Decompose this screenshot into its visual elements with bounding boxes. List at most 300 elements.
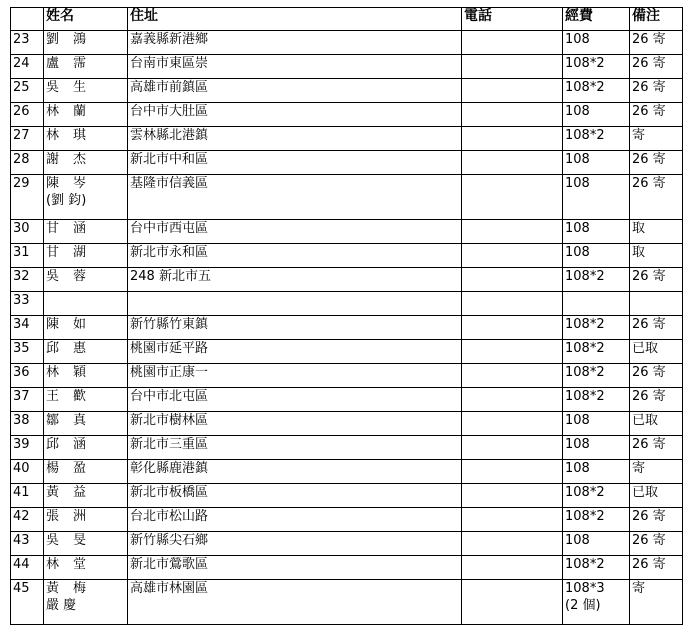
- name-cell: [44, 580, 128, 625]
- name-cell: [44, 79, 128, 103]
- name-cell: [44, 268, 128, 292]
- note-value: 取: [632, 245, 646, 260]
- note-cell: [630, 151, 683, 175]
- header-address: 住址: [128, 8, 462, 31]
- fee-value: 108: [565, 437, 590, 452]
- row-index: 39: [13, 437, 30, 452]
- address-cell: [128, 268, 462, 292]
- address-text: 新北市中和區: [130, 152, 209, 167]
- address-cell: [128, 79, 462, 103]
- name-last: 堂: [73, 557, 87, 572]
- note-cell: [630, 175, 683, 220]
- name-first: 吳: [46, 533, 60, 548]
- address-text: 新北市樹林區: [130, 413, 209, 428]
- note-cell: [630, 412, 683, 436]
- table-row: [11, 103, 683, 127]
- fee-value: 108*2: [565, 80, 605, 95]
- name-cell: [44, 151, 128, 175]
- name-first: 甘: [46, 221, 60, 236]
- name-cell: [44, 31, 128, 55]
- row-index-cell: [11, 127, 44, 151]
- header-phone: 電話: [462, 8, 563, 31]
- address-text: 彰化縣鹿港鎮: [130, 461, 209, 476]
- name-last: 霈: [73, 56, 87, 71]
- phone-cell: [462, 151, 563, 175]
- address-cell: [128, 220, 462, 244]
- note-value: 26 寄: [632, 389, 666, 404]
- fee-value: 108*2: [565, 56, 605, 71]
- name-last: 洲: [73, 509, 87, 524]
- row-index-cell: [11, 55, 44, 79]
- fee-value: 108*3: [565, 581, 605, 596]
- address-cell: [128, 556, 462, 580]
- phone-cell: [462, 340, 563, 364]
- fee-value: 108: [565, 221, 590, 236]
- row-index-cell: [11, 103, 44, 127]
- name-first: 鄒: [46, 413, 60, 428]
- table-row: [11, 220, 683, 244]
- table-row: [11, 292, 683, 316]
- name-last: 如: [73, 317, 87, 332]
- address-cell: [128, 292, 462, 316]
- address-text: 台北市松山路: [130, 509, 209, 524]
- address-cell: [128, 175, 462, 220]
- table-row: [11, 412, 683, 436]
- phone-cell: [462, 460, 563, 484]
- fee-cell: [563, 292, 630, 316]
- name-last: 旻: [73, 533, 87, 548]
- name-last: 蘭: [73, 104, 87, 119]
- phone-cell: [462, 412, 563, 436]
- address-cell: [128, 151, 462, 175]
- name-last: 琪: [73, 128, 87, 143]
- row-index: 24: [13, 56, 30, 71]
- address-text: 248 新北市五: [130, 269, 211, 284]
- name-cell: [44, 244, 128, 268]
- fee-cell: [563, 55, 630, 79]
- name-first: 甘: [46, 245, 60, 260]
- row-index-cell: [11, 175, 44, 220]
- name-last: 盈: [73, 461, 87, 476]
- name-first: 盧: [46, 56, 60, 71]
- row-index-cell: [11, 151, 44, 175]
- row-index-cell: [11, 556, 44, 580]
- row-index-cell: [11, 412, 44, 436]
- fee-cell: [563, 436, 630, 460]
- fee-value: 108*2: [565, 128, 605, 143]
- name-first: 陳: [46, 317, 60, 332]
- table-row: [11, 580, 683, 625]
- name-first: 劉: [46, 32, 60, 47]
- fee-cell: [563, 79, 630, 103]
- name-cell: [44, 127, 128, 151]
- name-first: 吳: [46, 269, 60, 284]
- address-cell: [128, 340, 462, 364]
- fee-cell: [563, 340, 630, 364]
- fee-cell: [563, 127, 630, 151]
- row-index-cell: [11, 316, 44, 340]
- phone-cell: [462, 484, 563, 508]
- row-index-cell: [11, 436, 44, 460]
- note-value: 26 寄: [632, 104, 666, 119]
- name-first: 林: [46, 104, 60, 119]
- fee-cell: [563, 364, 630, 388]
- phone-cell: [462, 532, 563, 556]
- name-cell: [44, 316, 128, 340]
- note-cell: [630, 268, 683, 292]
- fee-value: 108*2: [565, 557, 605, 572]
- name-cell: [44, 220, 128, 244]
- address-text: 台中市大肚區: [130, 104, 209, 119]
- phone-cell: [462, 103, 563, 127]
- note-cell: [630, 316, 683, 340]
- note-value: 26 寄: [632, 80, 666, 95]
- fee-value: 108*2: [565, 317, 605, 332]
- fee-value: 108: [565, 152, 590, 167]
- note-value: 26 寄: [632, 509, 666, 524]
- address-text: 新竹縣竹東鎮: [130, 317, 209, 332]
- note-cell: [630, 55, 683, 79]
- name-last: 涵: [73, 221, 87, 236]
- table-row: [11, 244, 683, 268]
- name-cell: [44, 436, 128, 460]
- row-index: 40: [13, 461, 30, 476]
- table-body: [11, 31, 683, 625]
- phone-cell: [462, 31, 563, 55]
- name-cell: [44, 103, 128, 127]
- address-cell: [128, 127, 462, 151]
- note-value: 取: [632, 221, 646, 236]
- phone-cell: [462, 556, 563, 580]
- note-value: 26 寄: [632, 176, 666, 191]
- phone-cell: [462, 292, 563, 316]
- name-cell: [44, 508, 128, 532]
- note-cell: [630, 103, 683, 127]
- name-last: 杰: [73, 152, 87, 167]
- name-cell: [44, 532, 128, 556]
- fee-cell: [563, 244, 630, 268]
- row-index: 29: [13, 176, 30, 191]
- row-index-cell: [11, 292, 44, 316]
- table-row: [11, 556, 683, 580]
- table-row: [11, 55, 683, 79]
- note-cell: [630, 79, 683, 103]
- fee-cell: [563, 484, 630, 508]
- name-last: 鴻: [73, 32, 87, 47]
- table-row: [11, 127, 683, 151]
- fee-cell: [563, 580, 630, 625]
- row-index: 23: [13, 32, 30, 47]
- fee-cell: [563, 460, 630, 484]
- row-index-cell: [11, 244, 44, 268]
- note-cell: [630, 508, 683, 532]
- name-last: 梅: [73, 581, 87, 596]
- row-index: 25: [13, 80, 30, 95]
- note-value: 26 寄: [632, 557, 666, 572]
- name-last: 歡: [73, 389, 87, 404]
- fee-value: 108: [565, 176, 590, 191]
- table-row: [11, 484, 683, 508]
- name-first: 黃: [46, 485, 60, 500]
- note-cell: [630, 127, 683, 151]
- row-index: 41: [13, 485, 30, 500]
- address-text: 高雄市前鎮區: [130, 80, 209, 95]
- name-last: 岑: [73, 176, 87, 191]
- table-row: [11, 316, 683, 340]
- fee-cell: [563, 220, 630, 244]
- address-cell: [128, 388, 462, 412]
- name-cell: [44, 175, 128, 220]
- address-cell: [128, 532, 462, 556]
- note-value: 已取: [632, 485, 659, 500]
- fee-cell: [563, 175, 630, 220]
- address-cell: [128, 316, 462, 340]
- row-index: 26: [13, 104, 30, 119]
- name-first: 楊: [46, 461, 60, 476]
- header-fee: 經費: [563, 8, 630, 31]
- table-row: [11, 508, 683, 532]
- fee-value: 108: [565, 461, 590, 476]
- name-first: 邱: [46, 437, 60, 452]
- address-text: 新北市永和區: [130, 245, 209, 260]
- note-cell: [630, 556, 683, 580]
- name-cell: [44, 292, 128, 316]
- row-index-cell: [11, 532, 44, 556]
- address-cell: [128, 31, 462, 55]
- note-cell: [630, 340, 683, 364]
- note-value: 已取: [632, 413, 659, 428]
- table-row: [11, 532, 683, 556]
- table-row: [11, 436, 683, 460]
- note-value: 26 寄: [632, 152, 666, 167]
- row-index: 37: [13, 389, 30, 404]
- name-first: 陳: [46, 176, 60, 191]
- row-index: 43: [13, 533, 30, 548]
- row-index-cell: [11, 484, 44, 508]
- address-text: 新北市三重區: [130, 437, 209, 452]
- name-last: 蓉: [73, 269, 87, 284]
- fee-value: 108: [565, 245, 590, 260]
- note-value: 已取: [632, 341, 659, 356]
- table-row: [11, 151, 683, 175]
- name-alias: (劉 鈞): [46, 193, 87, 208]
- name-first: 邱: [46, 341, 60, 356]
- fee-cell: [563, 31, 630, 55]
- note-cell: [630, 220, 683, 244]
- header-note: 備注: [630, 8, 683, 31]
- table-row: [11, 175, 683, 220]
- fee-cell: [563, 151, 630, 175]
- fee-value: 108*2: [565, 269, 605, 284]
- name-cell: [44, 556, 128, 580]
- row-index: 33: [13, 293, 30, 308]
- name-cell: [44, 388, 128, 412]
- row-index: 27: [13, 128, 30, 143]
- note-cell: [630, 292, 683, 316]
- address-text: 桃園市正康一: [130, 365, 209, 380]
- address-text: 新竹縣尖石鄉: [130, 533, 209, 548]
- row-index-cell: [11, 364, 44, 388]
- fee-value: 108*2: [565, 341, 605, 356]
- name-last: 湖: [73, 245, 87, 260]
- name-last: 真: [73, 413, 87, 428]
- fee-cell: [563, 316, 630, 340]
- fee-value: 108*2: [565, 509, 605, 524]
- table-header-row: [11, 8, 683, 31]
- table-row: [11, 31, 683, 55]
- fee-note: (2 個): [565, 598, 601, 613]
- name-cell: [44, 364, 128, 388]
- name-first: 林: [46, 128, 60, 143]
- fee-cell: [563, 556, 630, 580]
- phone-cell: [462, 244, 563, 268]
- row-index-cell: [11, 508, 44, 532]
- address-text: 台南市東區崇: [130, 56, 209, 71]
- fee-cell: [563, 508, 630, 532]
- address-text: 新北市鶯歌區: [130, 557, 209, 572]
- note-cell: [630, 532, 683, 556]
- address-cell: [128, 364, 462, 388]
- fee-value: 108: [565, 413, 590, 428]
- fee-value: 108*2: [565, 389, 605, 404]
- note-cell: [630, 244, 683, 268]
- name-first: 張: [46, 509, 60, 524]
- address-text: 台中市西屯區: [130, 221, 209, 236]
- fee-cell: [563, 412, 630, 436]
- name-last: 益: [73, 485, 87, 500]
- phone-cell: [462, 220, 563, 244]
- name-first: 謝: [46, 152, 60, 167]
- row-index: 35: [13, 341, 30, 356]
- address-cell: [128, 412, 462, 436]
- name-cell: [44, 484, 128, 508]
- phone-cell: [462, 175, 563, 220]
- header-name: 姓名: [44, 8, 128, 31]
- name-first: 黃: [46, 581, 60, 596]
- note-cell: [630, 436, 683, 460]
- note-cell: [630, 364, 683, 388]
- fee-cell: [563, 532, 630, 556]
- fee-value: 108: [565, 104, 590, 119]
- fee-value: 108*2: [565, 365, 605, 380]
- row-index-cell: [11, 580, 44, 625]
- note-cell: [630, 484, 683, 508]
- phone-cell: [462, 436, 563, 460]
- row-index: 28: [13, 152, 30, 167]
- name-first: 林: [46, 557, 60, 572]
- note-value: 26 寄: [632, 437, 666, 452]
- phone-cell: [462, 268, 563, 292]
- name-first: 王: [46, 389, 60, 404]
- address-cell: [128, 580, 462, 625]
- fee-value: 108*2: [565, 485, 605, 500]
- table-row: [11, 340, 683, 364]
- phone-cell: [462, 388, 563, 412]
- address-text: 嘉義縣新港鄉: [130, 32, 209, 47]
- note-cell: [630, 388, 683, 412]
- row-index: 38: [13, 413, 30, 428]
- address-cell: [128, 55, 462, 79]
- name-first: 林: [46, 365, 60, 380]
- row-index: 32: [13, 269, 30, 284]
- table-row: [11, 460, 683, 484]
- header-index: [11, 8, 44, 31]
- address-cell: [128, 484, 462, 508]
- row-index: 34: [13, 317, 30, 332]
- fee-cell: [563, 103, 630, 127]
- address-cell: [128, 244, 462, 268]
- phone-cell: [462, 79, 563, 103]
- note-value: 寄: [632, 581, 646, 596]
- row-index: 36: [13, 365, 30, 380]
- member-table: [10, 7, 683, 625]
- name-last: 惠: [73, 341, 87, 356]
- row-index: 30: [13, 221, 30, 236]
- name-alias: 嚴 慶: [46, 598, 77, 613]
- row-index: 45: [13, 581, 30, 596]
- phone-cell: [462, 55, 563, 79]
- note-value: 26 寄: [632, 56, 666, 71]
- row-index-cell: [11, 79, 44, 103]
- note-value: 寄: [632, 128, 646, 143]
- row-index-cell: [11, 220, 44, 244]
- phone-cell: [462, 127, 563, 151]
- row-index-cell: [11, 340, 44, 364]
- address-cell: [128, 508, 462, 532]
- phone-cell: [462, 364, 563, 388]
- row-index-cell: [11, 31, 44, 55]
- name-last: 涵: [73, 437, 87, 452]
- name-cell: [44, 412, 128, 436]
- fee-value: 108: [565, 32, 590, 47]
- note-cell: [630, 580, 683, 625]
- name-cell: [44, 460, 128, 484]
- address-text: 雲林縣北港鎮: [130, 128, 209, 143]
- name-cell: [44, 340, 128, 364]
- fee-value: 108: [565, 533, 590, 548]
- row-index-cell: [11, 460, 44, 484]
- name-last: 穎: [73, 365, 87, 380]
- phone-cell: [462, 508, 563, 532]
- note-value: 26 寄: [632, 269, 666, 284]
- address-cell: [128, 460, 462, 484]
- address-text: 桃園市延平路: [130, 341, 209, 356]
- note-cell: [630, 31, 683, 55]
- address-cell: [128, 436, 462, 460]
- table-row: [11, 364, 683, 388]
- note-value: 26 寄: [632, 365, 666, 380]
- name-cell: [44, 55, 128, 79]
- row-index-cell: [11, 388, 44, 412]
- table-row: [11, 79, 683, 103]
- table-row: [11, 388, 683, 412]
- phone-cell: [462, 580, 563, 625]
- row-index: 31: [13, 245, 30, 260]
- table-row: [11, 268, 683, 292]
- address-text: 新北市板橋區: [130, 485, 209, 500]
- row-index-cell: [11, 268, 44, 292]
- fee-cell: [563, 388, 630, 412]
- address-cell: [128, 103, 462, 127]
- note-cell: [630, 460, 683, 484]
- phone-cell: [462, 316, 563, 340]
- note-value: 26 寄: [632, 533, 666, 548]
- row-index: 44: [13, 557, 30, 572]
- note-value: 26 寄: [632, 317, 666, 332]
- name-first: 吳: [46, 80, 60, 95]
- note-value: 寄: [632, 461, 646, 476]
- name-last: 生: [73, 80, 87, 95]
